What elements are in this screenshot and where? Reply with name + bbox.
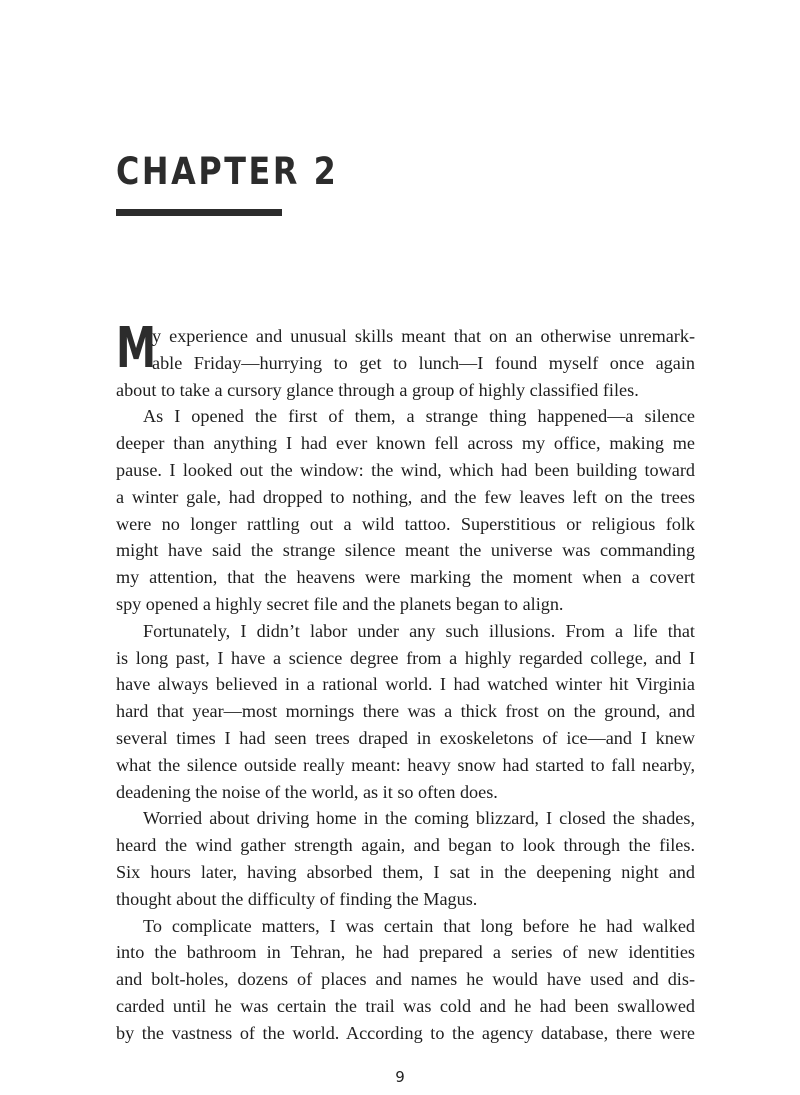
text-line: y experience and unusual skills meant that on an otherwise unremark- [152,326,695,346]
text-line: deadening the noise of the world, as it so often does. [116,781,498,802]
chapter-body [116,316,695,1047]
text-line: into the bathroom in Tehran, he had prepared a series of new identities [116,942,695,963]
text-line: deeper than anything I had ever known fell across my office, making me [116,433,695,454]
text-line: carded until he was certain the trail was cold and he had been swallowed [116,995,695,1016]
text-line: about to take a cursory glance through a group of highly classified files. [116,379,639,400]
text-line: what the silence outside really meant: heavy snow had started to fall nearby, [116,754,695,775]
text-line: and bolt-holes, dozens of places and names he would have used and dis- [116,969,695,990]
text-line: As I opened the first of them, a strange thing happened—a silence [143,406,695,427]
text-line: were no longer rattling out a wild tattoo. Superstitious or religious folk [116,513,695,534]
text-line: heard the wind gather strength again, and began to look through the files. [116,835,695,856]
text-line: by the vastness of the world. According to the agency database, there were [116,1022,695,1043]
text-line: several times I had seen trees draped in exoskeletons of ice—and I knew [116,727,695,748]
text-line: Fortunately, I didn’t labor under any such illusions. From a life that [143,620,695,641]
chapter-title: CHAPTER 2 [116,150,339,193]
text-line: thought about the difficulty of finding the Magus. [116,888,478,909]
drop-cap: M [116,316,157,381]
chapter-rule [116,209,282,216]
text-line: spy opened a highly secret file and the planets began to align. [116,593,564,614]
text-line: have always believed in a rational world. I had watched winter hit Virginia [116,674,695,695]
text-line: Six hours later, having absorbed them, I sat in the deepening night and [116,861,695,882]
text-line: my attention, that the heavens were marking the moment when a covert [116,567,695,588]
text-line: To complicate matters, I was certain that long before he had walked [143,915,695,936]
text-line: might have said the strange silence meant the universe was commanding [116,540,695,561]
text-line: Worried about driving home in the coming blizzard, I closed the shades, [143,808,695,829]
text-line: is long past, I have a science degree from a highly regarded college, and I [116,647,695,668]
text-line: able Friday—hurrying to get to lunch—I found myself once again [152,352,695,373]
text-line: a winter gale, had dropped to nothing, and the few leaves left on the trees [116,486,695,507]
text-line: pause. I looked out the window: the wind, which had been building toward [116,459,695,480]
page-number: 9 [395,1068,405,1086]
text-line: hard that year—most mornings there was a thick frost on the ground, and [116,701,695,722]
